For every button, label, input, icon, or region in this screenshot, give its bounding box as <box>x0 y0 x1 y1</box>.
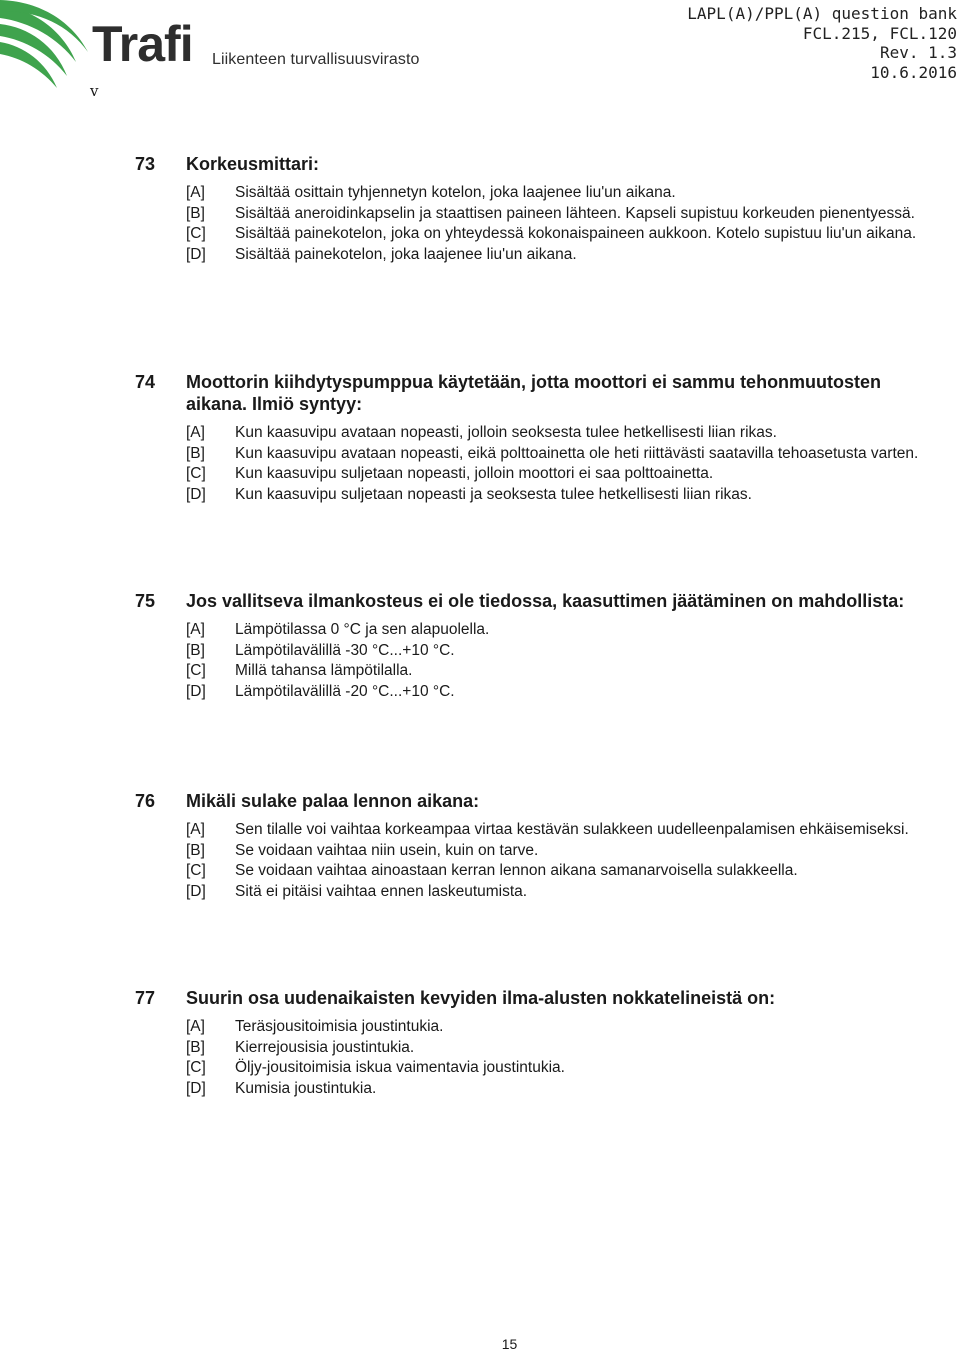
answer-option <box>186 485 935 506</box>
question-text: Jos vallitseva ilmankosteus ei ole tiedossa, kaasuttimen jäätäminen on mahdollista: <box>186 591 905 611</box>
question-heading <box>135 371 935 415</box>
option-label: [A] <box>186 184 205 201</box>
option-text: Öljy-jousitoimisia iskua vaimentavia joustintukia. <box>235 1059 565 1076</box>
option-label: [C] <box>186 662 206 679</box>
option-label: [B] <box>186 444 205 462</box>
option-label: [D] <box>186 682 206 700</box>
option-text: Kun kaasuvipu suljetaan nopeasti, jolloin moottori ei saa polttoainetta. <box>235 465 714 482</box>
question-heading <box>135 987 935 1009</box>
trafi-swoosh-icon <box>0 0 95 90</box>
option-label: [C] <box>186 862 206 879</box>
question-heading <box>135 790 935 812</box>
answer-option <box>186 641 935 662</box>
page-number: 15 <box>501 1336 518 1352</box>
option-text: Teräsjousitoimisia joustintukia. <box>235 1018 444 1035</box>
document-meta <box>687 4 957 82</box>
answer-option <box>186 1038 935 1059</box>
option-text: Lämpötilavälillä -30 °C...+10 °C. <box>235 641 455 659</box>
answer-option <box>186 820 935 841</box>
option-text: Se voidaan vaihtaa ainoastaan kerran lennon aikana samanarvoisella sulakkeella. <box>235 862 798 879</box>
stray-mark: v <box>90 82 99 100</box>
doc-title: LAPL(A)/PPL(A) question bank <box>687 4 957 23</box>
option-label: [A] <box>186 1018 205 1035</box>
answer-options <box>135 1017 935 1099</box>
answer-option <box>186 882 935 903</box>
option-label: [C] <box>186 225 206 242</box>
option-text: Sitä ei pitäisi vaihtaa ennen laskeutumista. <box>235 882 528 900</box>
question-text: Suurin osa uudenaikaisten kevyiden ilma-alusten nokkatelineistä on: <box>186 988 776 1008</box>
option-text: Kun kaasuvipu suljetaan nopeasti ja seoksesta tulee hetkellisesti liian rikas. <box>235 485 752 503</box>
answer-option <box>186 841 935 862</box>
option-label: [D] <box>186 882 206 900</box>
question-heading <box>135 153 935 175</box>
option-text: Lämpötilassa 0 °C ja sen alapuolella. <box>235 621 490 638</box>
brand-name: Trafi <box>92 16 193 72</box>
question-76 <box>135 790 935 902</box>
question-77 <box>135 987 935 1099</box>
option-text: Lämpötilavälillä -20 °C...+10 °C. <box>235 682 455 700</box>
question-number: 76 <box>135 791 156 811</box>
question-number: 77 <box>135 988 156 1008</box>
answer-option <box>186 1058 935 1079</box>
answer-option <box>186 423 935 444</box>
answer-option <box>186 620 935 641</box>
question-73 <box>135 153 935 265</box>
answer-options <box>135 620 935 702</box>
question-text: Korkeusmittari: <box>186 154 320 174</box>
answer-option <box>186 861 935 882</box>
option-text: Sen tilalle voi vaihtaa korkeampaa virtaa kestävän sulakkeen uudelleenpalamisen ehkäisemiseksi. <box>235 821 909 838</box>
option-label: [C] <box>186 1059 206 1076</box>
option-label: [A] <box>186 621 205 638</box>
doc-codes: FCL.215, FCL.120 <box>802 23 957 43</box>
option-label: [B] <box>186 641 205 659</box>
option-text: Kun kaasuvipu avataan nopeasti, eikä polttoainetta ole heti riittävästi saatavilla tehoasetusta varten. <box>235 444 919 462</box>
agency-name: Liikenteen turvallisuusvirasto <box>212 51 420 68</box>
answer-option <box>186 464 935 485</box>
answer-option <box>186 245 935 266</box>
option-text: Sisältää painekotelon, joka on yhteydessä kokonaispaineen aukkoon. Kotelo supistuu liu'un aikana. <box>235 225 917 242</box>
option-label: [C] <box>186 465 206 482</box>
page-header <box>0 0 960 110</box>
answer-option <box>186 183 935 204</box>
answer-options <box>135 183 935 265</box>
answer-option <box>186 1017 935 1038</box>
option-text: Sisältää osittain tyhjennetyn kotelon, joka laajenee liu'un aikana. <box>235 184 676 201</box>
doc-date: 10.6.2016 <box>870 62 957 82</box>
trafi-logo <box>0 0 420 100</box>
option-label: [A] <box>186 424 205 441</box>
option-text: Kierrejousisia joustintukia. <box>235 1038 415 1056</box>
question-number: 75 <box>135 591 156 611</box>
option-label: [D] <box>186 245 206 263</box>
question-text: Moottorin kiihdytyspumppua käytetään, jotta moottori ei sammu tehonmuutosten aikana. Ilmiö syntyy: <box>186 372 882 414</box>
option-label: [D] <box>186 485 206 503</box>
question-74 <box>135 371 935 505</box>
doc-revision: Rev. 1.3 <box>879 43 957 62</box>
option-text: Kun kaasuvipu avataan nopeasti, jolloin seoksesta tulee hetkellisesti liian rikas. <box>235 424 777 441</box>
option-label: [B] <box>186 841 205 859</box>
option-label: [B] <box>186 204 205 222</box>
question-number: 74 <box>135 372 156 392</box>
question-heading <box>135 590 935 612</box>
answer-option <box>186 224 935 245</box>
question-75 <box>135 590 935 702</box>
option-text: Se voidaan vaihtaa niin usein, kuin on tarve. <box>235 841 539 859</box>
answer-option <box>186 682 935 703</box>
question-text: Mikäli sulake palaa lennon aikana: <box>186 791 480 811</box>
answer-options <box>135 423 935 505</box>
option-label: [A] <box>186 821 205 838</box>
option-label: [B] <box>186 1038 205 1056</box>
option-text: Sisältää painekotelon, joka laajenee liu'un aikana. <box>235 245 577 263</box>
question-number: 73 <box>135 154 156 174</box>
option-text: Sisältää aneroidinkapselin ja staattisen paineen lähteen. Kapseli supistuu korkeuden pienentyessä. <box>235 204 915 222</box>
option-text: Kumisia joustintukia. <box>235 1079 377 1097</box>
answer-option <box>186 444 935 465</box>
answer-option <box>186 204 935 225</box>
option-label: [D] <box>186 1079 206 1097</box>
answer-option <box>186 661 935 682</box>
answer-option <box>186 1079 935 1100</box>
option-text: Millä tahansa lämpötilalla. <box>235 662 413 679</box>
answer-options <box>135 820 935 902</box>
